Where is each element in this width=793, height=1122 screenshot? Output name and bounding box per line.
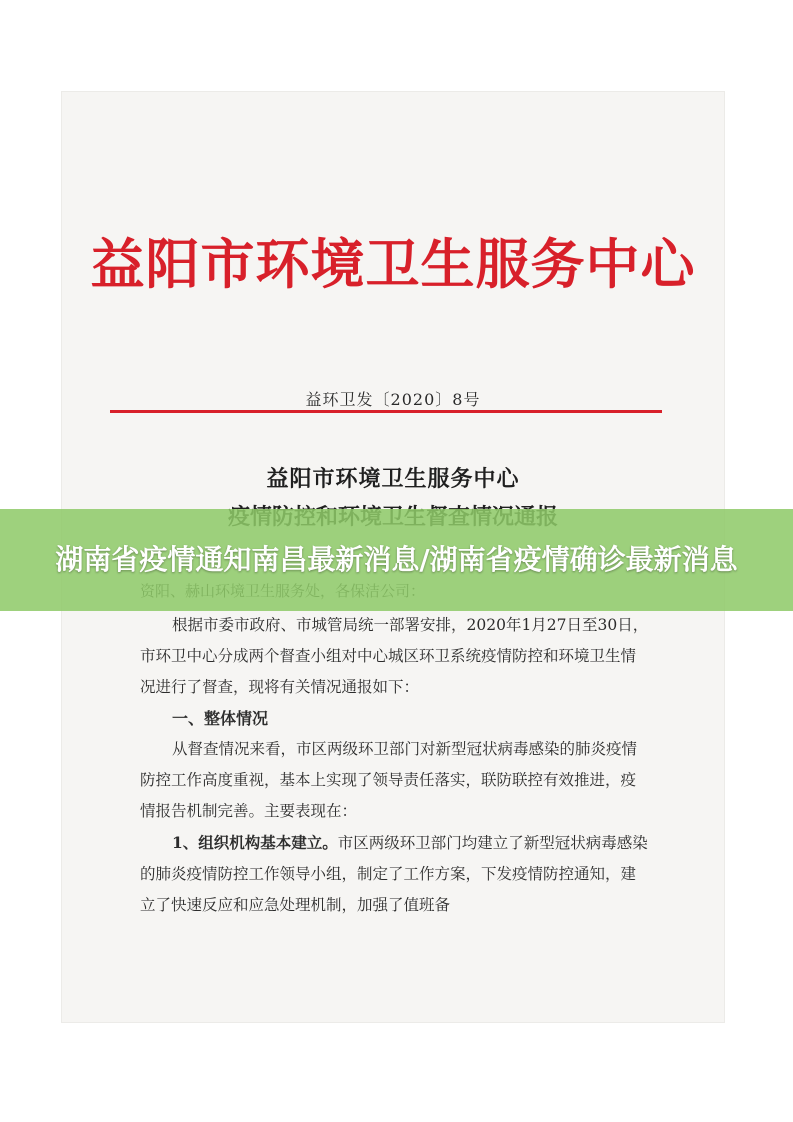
section-heading-overall: 一、整体情况: [172, 709, 269, 728]
paragraph-3: [140, 827, 650, 921]
item-1-text: 市区两级环卫部门均建立了新型冠状病毒感染的肺炎疫情防控工作领导小组，制定了工作方案，下发疫情防控通知，建立了快速反应和应急处理机制，加强了值班备: [140, 834, 648, 914]
item-1-lead: 1、组织机构基本建立。: [172, 833, 338, 852]
issuer-name: 益阳市环境卫生服务中心: [266, 466, 520, 492]
paragraph-1: 根据市委市政府、市城管局统一部署安排，2020年1月27日至30日，市环卫中心分成两个督查小组对中心城区环卫系统疫情防控和环境卫生情况进行了督查，现将有关情况通报如下：: [140, 616, 649, 696]
header-red-rule: [110, 410, 662, 413]
banner-title: 湖南省疫情通知南昌最新消息/湖南省疫情确诊最新消息: [55, 543, 738, 576]
document-header-title: 益阳市环境卫生服务中心: [90, 232, 696, 296]
title-banner: [0, 509, 793, 611]
paragraph-2: 从督查情况来看，市区两级环卫部门对新型冠状病毒感染的肺炎疫情防控工作高度重视，基本上实现了领导责任落实，联防联控有效推进，疫情报告机制完善。主要表现在：: [140, 740, 638, 820]
document-body: [140, 610, 650, 921]
document-number: 益环卫发〔2020〕8号: [305, 390, 481, 409]
